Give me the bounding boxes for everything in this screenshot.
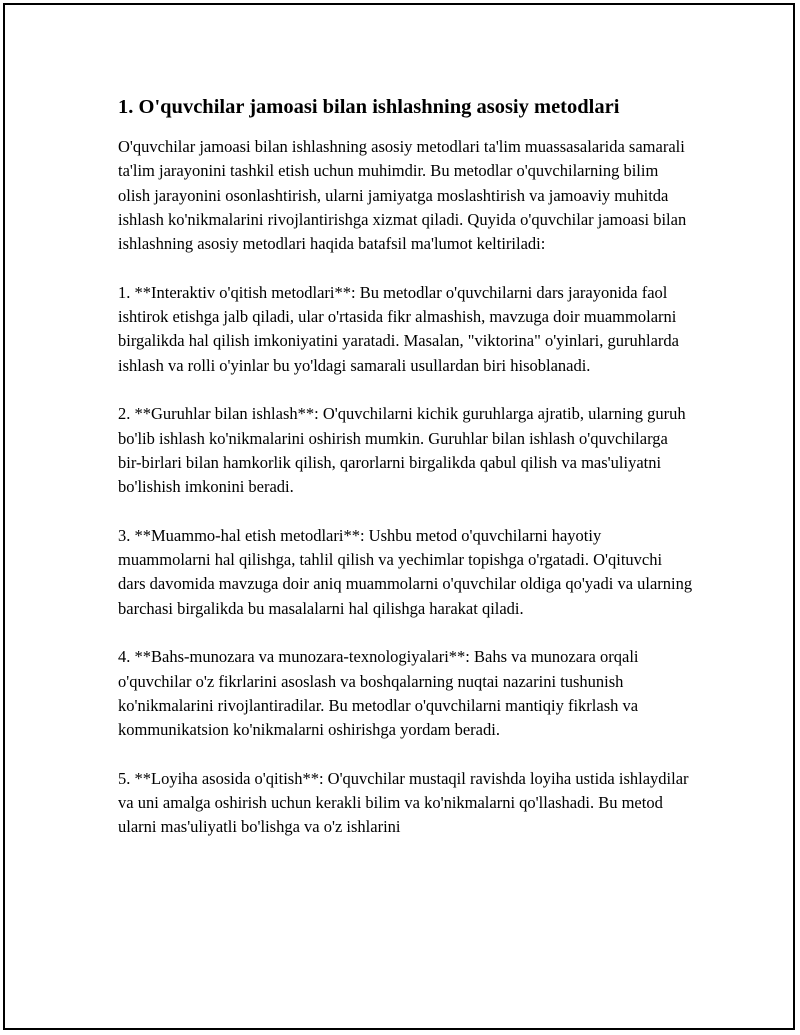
section-heading: 1. O'quvchilar jamoasi bilan ishlashning asosiy metodlari <box>118 96 620 118</box>
method-5-paragraph: 5. **Loyiha asosida o'qitish**: O'quvchilar mustaqil ravishda loyiha ustida ishlaydilar va uni amalga oshirish uchun kerakli bilim va ko'nikmalarni qo'llashadi. Bu metod ularni mas'uliyatli bo'lishga va o'z ishlarini <box>118 768 689 837</box>
method-2-paragraph: 2. **Guruhlar bilan ishlash**: O'quvchilarni kichik guruhlarga ajratib, ularning guruh bo'lib ishlash ko'nikmalarini oshirish mumkin. Guruhlar bilan ishlash o'quvchilarga bir-birlari bilan hamkorlik qilish, qarorlarni birgalikda qabul qilish va mas'uliyatni bo'lishish imkonini beradi. <box>118 404 686 497</box>
intro-paragraph: O'quvchilar jamoasi bilan ishlashning asosiy metodlari ta'lim muassasalarida samarali ta'lim jarayonini tashkil etish uchun muhimdir. Bu metodlar o'quvchilarning bilim olish jarayonini osonlashtirish, ularni jamiyatga moslashtirish va jamoaviy muhitda ishlash ko'nikmalarini rivojlantirishga xizmat qiladi. Quyida o'quvchilar jamoasi bilan ishlashning asosiy metodlari haqida batafsil ma'lumot keltiriladi: <box>118 137 687 254</box>
method-1-paragraph: 1. **Interaktiv o'qitish metodlari**: Bu metodlar o'quvchilarni dars jarayonida faol ishtirok etishga jalb qiladi, ular o'rtasida fikr almashish, mavzuga doir muammolarni birgalikda hal qilish imkoniyatini yaratadi. Masalan, "viktorina" o'yinlari, guruhlarda ishlash va rolli o'yinlar bu yo'ldagi samarali usullardan biri hisoblanadi. <box>118 282 679 375</box>
document-body <box>118 93 693 864</box>
method-4-paragraph: 4. **Bahs-munozara va munozara-texnologiyalari**: Bahs va munozara orqali o'quvchilar o'z fikrlarini asoslash va boshqalarning nuqtai nazarini tushunish ko'nikmalarini rivojlantiradilar. Bu metodlar o'quvchilarni mantiqiy fikrlash va kommunikatsion ko'nikmalarni oshirishga yordam beradi. <box>118 647 639 740</box>
method-3-paragraph: 3. **Muammo-hal etish metodlari**: Ushbu metod o'quvchilarni hayotiy muammolarni hal qilishga, tahlil qilish va yechimlar topishga o'rgatadi. O'qituvchi dars davomida mavzuga doir aniq muammolarni o'quvchilar oldiga qo'yadi va ularning barchasi birgalikda bu masalalarni hal qilishga harakat qiladi. <box>118 525 693 618</box>
